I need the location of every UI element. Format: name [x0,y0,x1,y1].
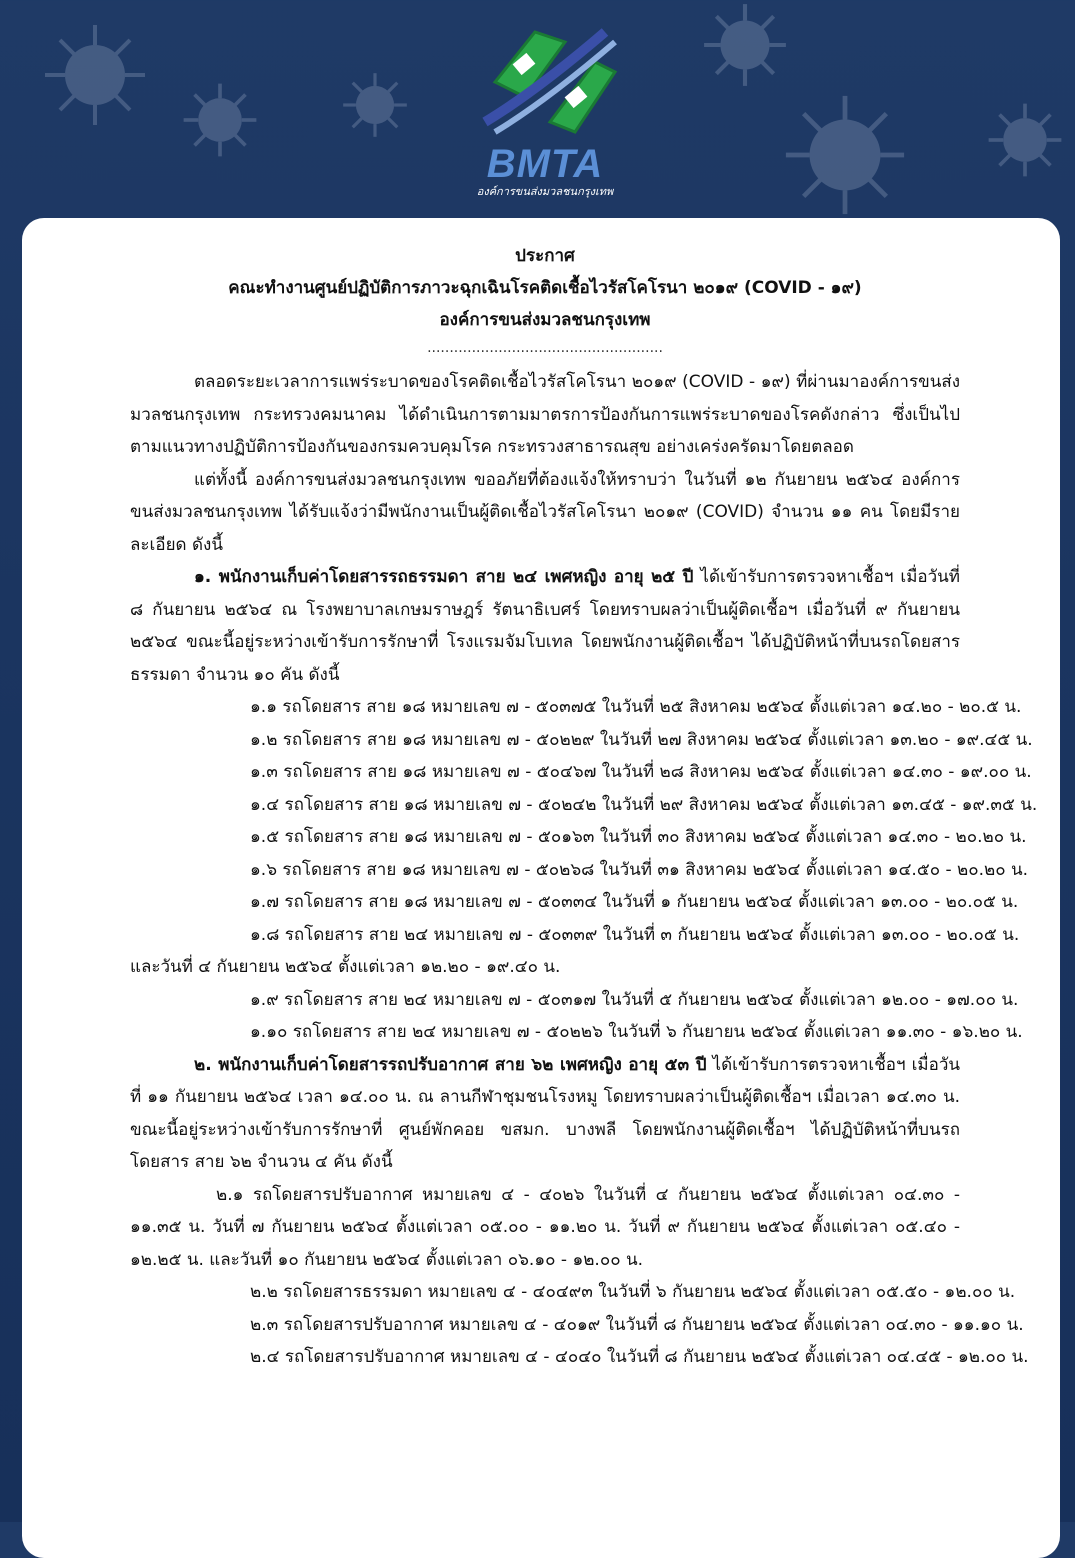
intro-paragraph-2: แต่ทั้งนี้ องค์การขนส่งมวลชนกรุงเทพ ขออภัยที่ต้องแจ้งให้ทราบว่า ในวันที่ ๑๒ กันยายน ๒๕๖๔ องค์การขนส่งมวลชนกรุงเทพ ได้รับแจ้งว่ามีพนักงานเป็นผู้ติดเชื้อไวรัสโคโรนา ๒๐๑๙ (COVID) จำนวน ๑๑ คน โดยมีรายละเอียด ดังนี้ [130,469,960,555]
list-item: ๑.๕ รถโดยสาร สาย ๑๘ หมายเลข ๗ - ๕๐๑๖๓ ในวันที่ ๓๐ สิงหาคม ๒๕๖๔ ตั้งแต่เวลา ๑๔.๓๐ - ๒๐.๒๐ น. [250,827,1027,847]
case-2-paragraph [130,1049,960,1179]
separator: ..................................................... [427,340,663,356]
virus-decoration-icon [700,0,790,90]
case-2-text: ได้เข้ารับการตรวจหาเชื้อฯ เมื่อวันที่ ๑๑ กันยายน ๒๕๖๔ เวลา ๑๔.๐๐ น. ณ ลานกีฬาชุมชนโรงหมู โดยทราบผลว่าเป็นผู้ติดเชื้อฯ เมื่อเวลา ๑๔.๓๐ น. ขณะนี้อยู่ระหว่างเข้ารับการรักษาที่ ศูนย์พักคอย ขสมก. บางพลี โดยพนักงานผู้ติดเชื้อฯ ได้ปฏิบัติหน้าที่บนรถโดยสาร สาย ๖๒ จำนวน ๔ คัน ดังนี้ [130,1054,960,1172]
intro-paragraph-1: ตลอดระยะเวลาการแพร่ระบาดของโรคติดเชื้อไวรัสโคโรนา ๒๐๑๙ (COVID - ๑๙) ที่ผ่านมาองค์การขนส่งมวลชนกรุงเทพ กระทรวงคมนาคม ได้ดำเนินการตามมาตรการป้องกันการแพร่ระบาดของโรคดังกล่าว ซึ่งเป็นไปตามแนวทางปฏิบัติการป้องกันของกรมควบคุมโรค กระทรวงสาธารณสุข อย่างเคร่งครัดมาโดยตลอด [130,372,960,457]
list-item: ๑.๑ รถโดยสาร สาย ๑๘ หมายเลข ๗ - ๕๐๓๗๕ ในวันที่ ๒๕ สิงหาคม ๒๕๖๔ ตั้งแต่เวลา ๑๔.๒๐ - ๒๐.๕ น. [250,697,1022,717]
virus-decoration-icon [40,20,150,130]
list-item: ๑.๖ รถโดยสาร สาย ๑๘ หมายเลข ๗ - ๕๐๒๖๘ ในวันที่ ๓๑ สิงหาคม ๒๕๖๔ ตั้งแต่เวลา ๑๔.๕๐ - ๒๐.๒๐ น. [250,859,1029,880]
list-item: ๒.๓ รถโดยสารปรับอากาศ หมายเลข ๔ - ๔๐๑๙ ในวันที่ ๘ กันยายน ๒๕๖๔ ตั้งแต่เวลา ๐๔.๓๐ - ๑๑.๑๐ น. [250,1314,1024,1335]
virus-decoration-icon [985,100,1065,180]
list-item: ๑.๘ รถโดยสาร สาย ๒๔ หมายเลข ๗ - ๕๐๓๓๙ ในวันที่ ๓ กันยายน ๒๕๖๔ ตั้งแต่เวลา ๑๓.๐๐ - ๒๐.๐๕ น. [250,924,1020,945]
bmta-logo [455,12,635,202]
list-item: ๒.๑ รถโดยสารปรับอากาศ หมายเลข ๔ - ๔๐๒๖ ในวันที่ ๔ กันยายน ๒๕๖๔ ตั้งแต่เวลา ๐๔.๓๐ - ๑๑.๓๕ น. วันที่ ๗ กันยายน ๒๕๖๔ ตั้งแต่เวลา ๐๕.๐๐ - ๑๑.๒๐ น. วันที่ ๙ กันยายน ๒๕๖๔ ตั้งแต่เวลา ๐๕.๔๐ - ๑๒.๒๕ น. และวันที่ ๑๐ กันยายน ๒๕๖๔ ตั้งแต่เวลา ๐๖.๑๐ - ๑๒.๐๐ น. [130,1184,960,1270]
case-1-text: ได้เข้ารับการตรวจหาเชื้อฯ เมื่อวันที่ ๘ กันยายน ๒๕๖๔ ณ โรงพยาบาลเกษมราษฎร์ รัตนาธิเบศร์ โดยทราบผลว่าเป็นผู้ติดเชื้อฯ เมื่อวันที่ ๙ กันยายน ๒๕๖๔ ขณะนี้อยู่ระหว่างเข้ารับการรักษาที่ โรงแรมจัมโบเทล โดยพนักงานผู้ติดเชื้อฯ ได้ปฏิบัติหน้าที่บนรถโดยสารธรรมดา จำนวน ๑๐ คัน ดังนี้ [130,567,960,685]
logo-wordmark: BMTA [486,142,604,186]
list-item: ๑.๙ รถโดยสาร สาย ๒๔ หมายเลข ๗ - ๕๐๓๑๗ ในวันที่ ๕ กันยายน ๒๕๖๔ ตั้งแต่เวลา ๑๒.๐๐ - ๑๗.๐๐ น. [250,989,1019,1010]
list-item-continuation: และวันที่ ๔ กันยายน ๒๕๖๔ ตั้งแต่เวลา ๑๒.๒๐ - ๑๙.๔๐ น. [130,957,561,977]
case-2-heading: ๒. พนักงานเก็บค่าโดยสารรถปรับอากาศ สาย ๖๒ เพศหญิง อายุ ๕๓ ปี [194,1054,707,1075]
announcement-title: ประกาศ [515,246,575,266]
virus-decoration-icon [780,90,910,220]
announcement-card [22,218,1060,1558]
case-1-paragraph [130,561,960,691]
virus-decoration-icon [180,80,260,160]
announcement-subtitle: คณะทำงานศูนย์ปฏิบัติการภาวะฉุกเฉินโรคติดเชื้อไวรัสโคโรนา ๒๐๑๙ (COVID - ๑๙) [228,278,862,298]
virus-decoration-icon [340,70,410,140]
list-item: ๑.๔ รถโดยสาร สาย ๑๘ หมายเลข ๗ - ๕๐๒๔๒ ในวันที่ ๒๙ สิงหาคม ๒๕๖๔ ตั้งแต่เวลา ๑๓.๔๕ - ๑๙.๓๕ น. [250,794,1038,815]
announcement-content [130,240,1038,1374]
list-item: ๑.๓ รถโดยสาร สาย ๑๘ หมายเลข ๗ - ๕๐๔๖๗ ในวันที่ ๒๘ สิงหาคม ๒๕๖๔ ตั้งแต่เวลา ๑๔.๓๐ - ๑๙.๐๐ น. [250,762,1032,782]
list-item: ๑.๒ รถโดยสาร สาย ๑๘ หมายเลข ๗ - ๕๐๒๒๙ ในวันที่ ๒๗ สิงหาคม ๒๕๖๔ ตั้งแต่เวลา ๑๓.๒๐ - ๑๙.๔๕ น. [250,729,1033,750]
list-item: ๒.๒ รถโดยสารธรรมดา หมายเลข ๔ - ๔๐๔๙๓ ในวันที่ ๖ กันยายน ๒๕๖๔ ตั้งแต่เวลา ๐๕.๕๐ - ๑๒.๐๐ น. [250,1282,1016,1302]
list-item: ๒.๔ รถโดยสารปรับอากาศ หมายเลข ๔ - ๔๐๔๐ ในวันที่ ๘ กันยายน ๒๕๖๔ ตั้งแต่เวลา ๐๔.๔๕ - ๑๒.๐๐ น. [250,1347,1029,1367]
announcement-organization: องค์การขนส่งมวลชนกรุงเทพ [439,310,651,330]
list-item: ๑.๗ รถโดยสาร สาย ๑๘ หมายเลข ๗ - ๕๐๓๓๔ ในวันที่ ๑ กันยายน ๒๕๖๔ ตั้งแต่เวลา ๑๓.๐๐ - ๒๐.๐๕ น. [250,892,1019,912]
logo-subtitle: องค์การขนส่งมวลชนกรุงเทพ [476,185,614,198]
bmta-emblem-icon [455,12,635,147]
list-item: ๑.๑๐ รถโดยสาร สาย ๒๔ หมายเลข ๗ - ๕๐๒๒๖ ในวันที่ ๖ กันยายน ๒๕๖๔ ตั้งแต่เวลา ๑๑.๓๐ - ๑๖.๒๐ น. [250,1022,1023,1042]
case-1-heading: ๑. พนักงานเก็บค่าโดยสารรถธรรมดา สาย ๒๔ เพศหญิง อายุ ๒๕ ปี [194,567,694,587]
